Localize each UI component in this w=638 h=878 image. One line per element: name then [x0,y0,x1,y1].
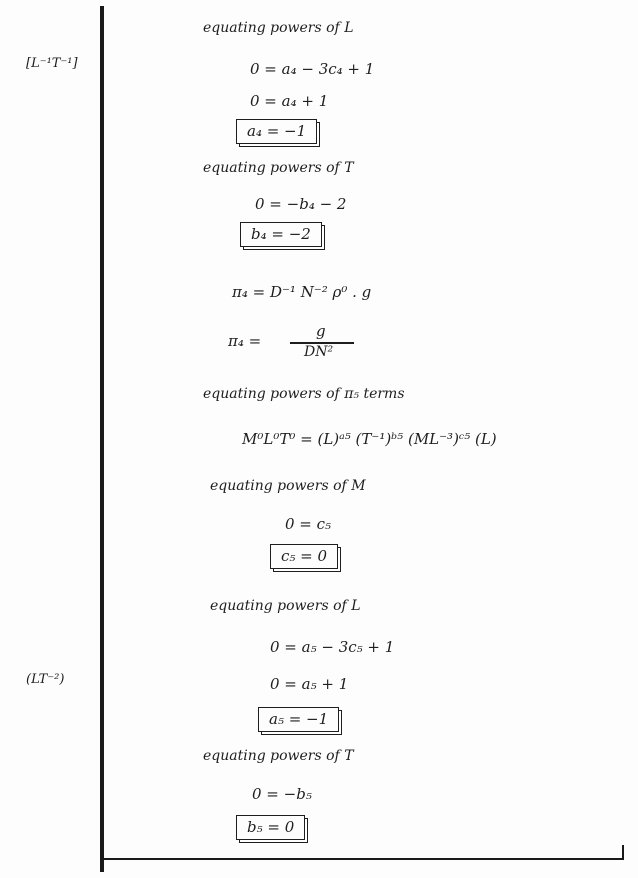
right-rule [622,845,624,860]
pi5-dimension-equation: M⁰L⁰T⁰ = (L)ᵃ⁵ (T⁻¹)ᵇ⁵ (ML⁻³)ᶜ⁵ (L) [242,430,497,448]
equation-line: 0 = a₄ − 3c₄ + 1 [250,60,375,78]
equation-line: 0 = −b₄ − 2 [255,195,347,213]
boxed-result-c5: c₅ = 0 [270,544,338,569]
heading-equating-L-2: equating powers of L [210,598,361,614]
bottom-rule [100,858,624,860]
equation-line: 0 = a₅ + 1 [270,675,349,693]
pi4-fraction [228,322,360,366]
equation-line: 0 = −b₅ [252,785,312,803]
equation-line: 0 = a₄ + 1 [250,92,329,110]
fraction-denominator: DN² [304,344,334,360]
fraction-numerator: g [316,322,326,340]
heading-equating-pi5: equating powers of π₅ terms [203,386,405,402]
margin-note-dimension-1: [L⁻¹T⁻¹] [26,56,78,71]
boxed-result-a5: a₅ = −1 [258,707,339,732]
boxed-result-b4: b₄ = −2 [240,222,322,247]
heading-equating-L-1: equating powers of L [203,20,354,36]
heading-equating-M: equating powers of M [210,478,366,494]
margin-rule [100,6,104,872]
equation-line: 0 = c₅ [285,515,332,533]
pi4-fraction-lhs: π₄ = [228,332,262,350]
boxed-result-a4: a₄ = −1 [236,119,317,144]
heading-equating-T-1: equating powers of T [203,160,354,176]
margin-note-dimension-2: (LT⁻²) [26,672,65,687]
boxed-result-b5: b₅ = 0 [236,815,305,840]
pi4-expression: π₄ = D⁻¹ N⁻² ρ⁰ . g [232,283,372,301]
heading-equating-T-2: equating powers of T [203,748,354,764]
equation-line: 0 = a₅ − 3c₅ + 1 [270,638,395,656]
